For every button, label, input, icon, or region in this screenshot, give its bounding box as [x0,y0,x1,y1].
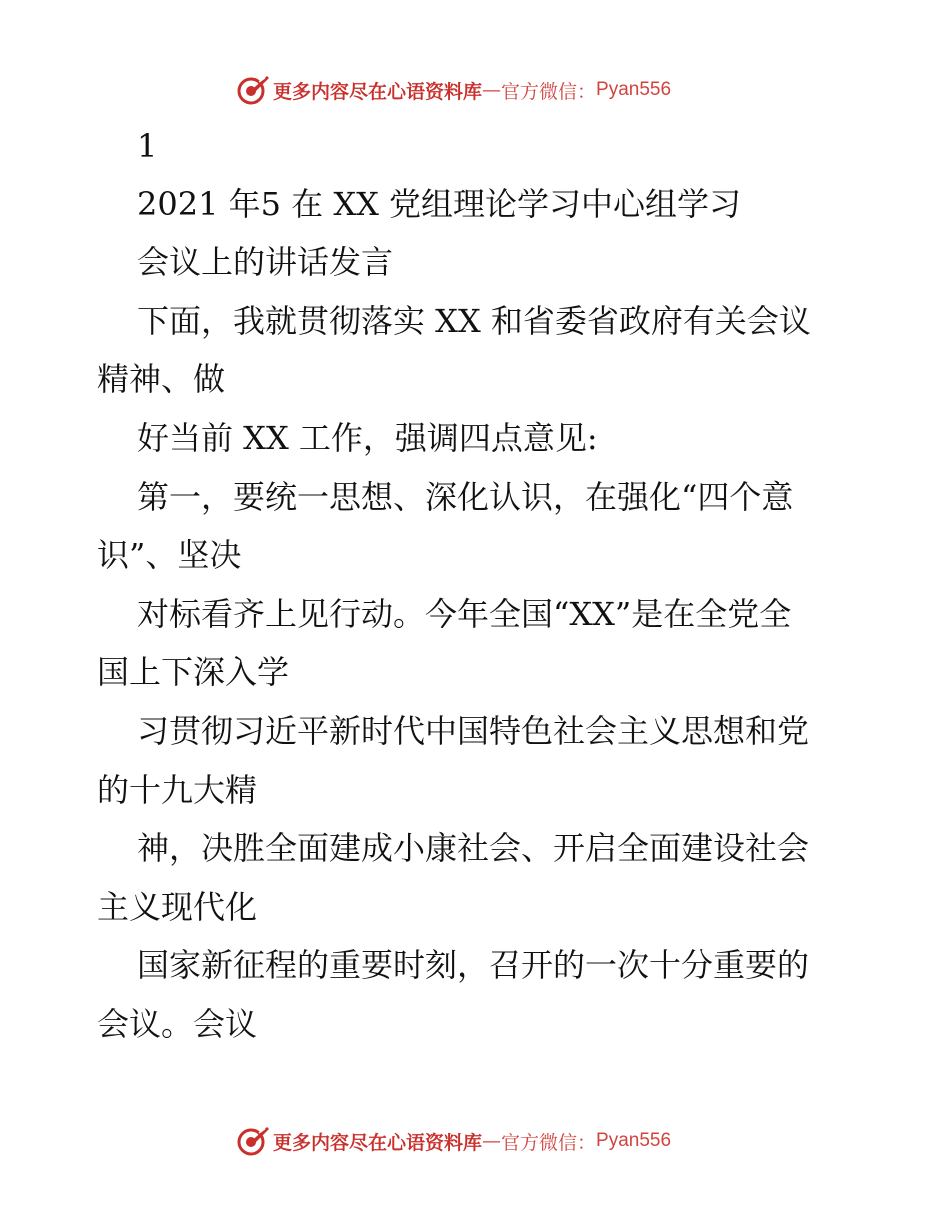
doc-title-line-2: 会议上的讲话发言 [137,243,394,281]
footer-watermark [235,1123,671,1159]
paragraph-line: 对标看齐上见行动。今年全国“XX”是在全党全 [137,595,792,633]
watermark-wechat-label: 官方微信： [501,80,597,103]
paragraph-line: 国上下深入学 [97,653,290,691]
paragraph-line: 识”、坚决 [97,536,242,574]
watermark-dash: — [482,79,502,101]
watermark-wechat-label: 官方微信： [501,1131,597,1154]
paragraph-line: 神，决胜全面建成小康社会、开启全面建设社会 [137,829,810,867]
page-number: 1 [137,127,158,165]
watermark-wechat-id: Pyan556 [596,1130,672,1151]
paragraph-line: 会议。会议 [97,1005,258,1043]
watermark-wechat-id: Pyan556 [596,79,672,100]
doc-title-line-1: 2021 年5 在 XX 党组理论学习中心组学习 [137,185,742,223]
paragraph-line: 的十九大精 [97,771,258,809]
quill-logo-icon [235,1123,271,1159]
paragraph-line: 好当前 XX 工作，强调四点意见: [137,419,598,457]
watermark-brand: 更多内容尽在心语资料库 [273,1131,483,1154]
watermark-brand: 更多内容尽在心语资料库 [273,80,483,103]
paragraph-line: 下面，我就贯彻落实 XX 和省委省政府有关会议 [137,302,811,340]
paragraph-line: 国家新征程的重要时刻，召开的一次十分重要的 [137,946,810,984]
watermark-dash: — [482,1130,502,1152]
paragraph-line: 第一，要统一思想、深化认识，在强化“四个意 [137,478,794,516]
paragraph-line: 习贯彻习近平新时代中国特色社会主义思想和党 [137,712,810,750]
paragraph-line: 精神、做 [97,360,226,398]
paragraph-line: 主义现代化 [97,888,258,926]
